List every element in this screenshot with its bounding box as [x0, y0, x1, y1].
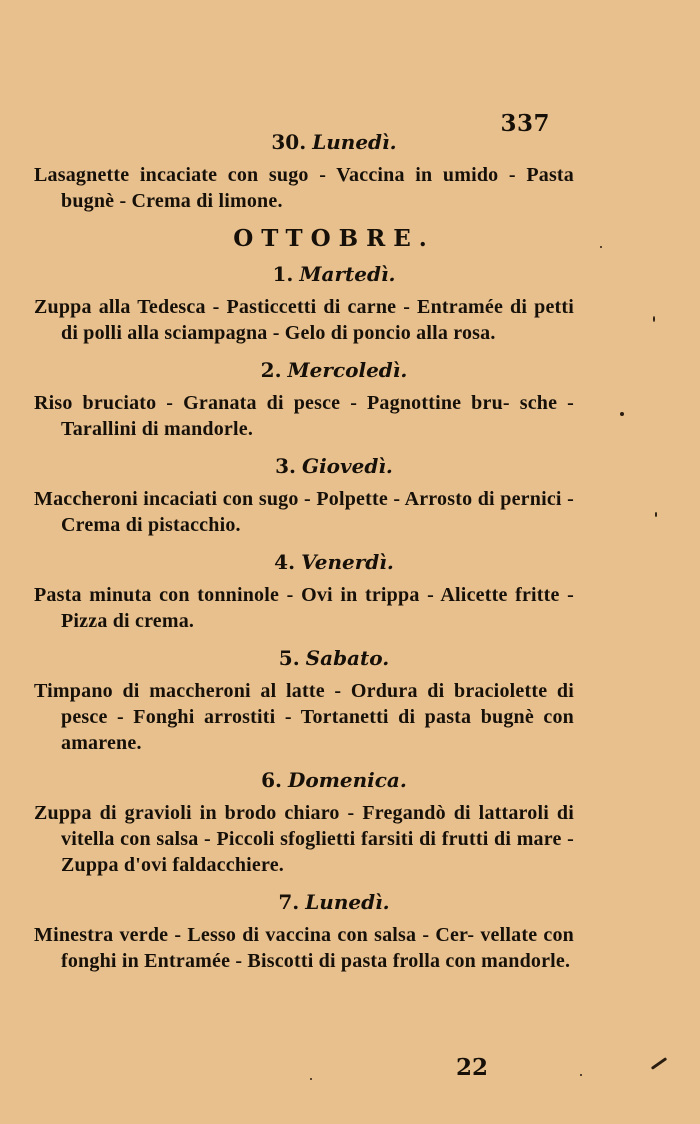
menu-paragraph: Timpano di maccheroni al latte - Ordura di braciolette di pesce - Fonghi arrostiti - Tortanetti di pasta bugnè con amarene. — [34, 680, 574, 754]
day-name: Sabato. — [305, 646, 390, 670]
day-number: 7. — [278, 890, 300, 914]
day-number: 5. — [278, 646, 300, 670]
paper-speck — [600, 246, 602, 248]
month-heading: OTTOBRE. — [233, 225, 435, 252]
day-name: Domenica. — [288, 768, 407, 792]
day-name: Venerdì. — [301, 550, 394, 574]
menu-paragraph: Minestra verde - Lesso di vaccina con salsa - Cer- vellate con fonghi in Entramée - Biscotti di pasta frolla con mandorle. — [34, 924, 574, 972]
paper-speck — [620, 412, 624, 416]
menu-paragraph: Pasta minuta con tonninole - Ovi in trippa - Alicette fritte - Pizza di crema. — [34, 584, 574, 632]
day-number: 30. — [271, 130, 307, 154]
paper-speck — [653, 316, 655, 322]
day-name: Martedì. — [299, 262, 396, 286]
day-heading — [34, 766, 574, 794]
day-number: 3. — [275, 454, 296, 478]
day-heading — [34, 452, 574, 480]
menu-paragraph: Lasagnette incaciate con sugo - Vaccina in umido - Pasta bugnè - Crema di limone. — [34, 164, 574, 212]
day-name: Lunedì. — [305, 890, 390, 914]
page-number: 337 — [500, 110, 550, 137]
day-number: 4. — [274, 550, 296, 574]
menu-list — [34, 128, 574, 984]
day-heading — [34, 356, 574, 384]
menu-paragraph: Zuppa alla Tedesca - Pasticcetti di carne - Entramée di petti di polli alla sciampagna - Gelo di poncio alla rosa. — [34, 296, 574, 344]
menu-paragraph: Maccheroni incaciati con sugo - Polpette - Arrosto di pernici - Crema di pistacchio. — [34, 488, 574, 536]
paper-speck — [310, 1078, 312, 1080]
day-heading — [34, 644, 574, 672]
day-number: 6. — [261, 768, 283, 792]
paper-speck — [580, 1074, 582, 1076]
paper-speck — [655, 512, 657, 517]
day-heading — [34, 260, 574, 288]
day-name: Mercoledì. — [287, 358, 408, 382]
day-heading — [34, 548, 574, 576]
menu-paragraph: Riso bruciato - Granata di pesce - Pagnottine bru- sche - Tarallini di mandorle. — [34, 392, 574, 440]
paper-speck — [651, 1057, 667, 1070]
signature-mark: 22 — [456, 1054, 489, 1081]
day-name: Giovedì. — [301, 454, 393, 478]
day-heading — [34, 128, 574, 156]
day-heading — [34, 888, 574, 916]
day-number: 1. — [272, 262, 294, 286]
day-name: Lunedì. — [312, 130, 397, 154]
menu-paragraph: Zuppa di gravioli in brodo chiaro - Fregandò di lattaroli di vitella con salsa - Piccoli sfoglietti farsiti di frutti di mare - Zuppa d'ovi faldacchiere. — [34, 802, 574, 876]
day-number: 2. — [260, 358, 282, 382]
